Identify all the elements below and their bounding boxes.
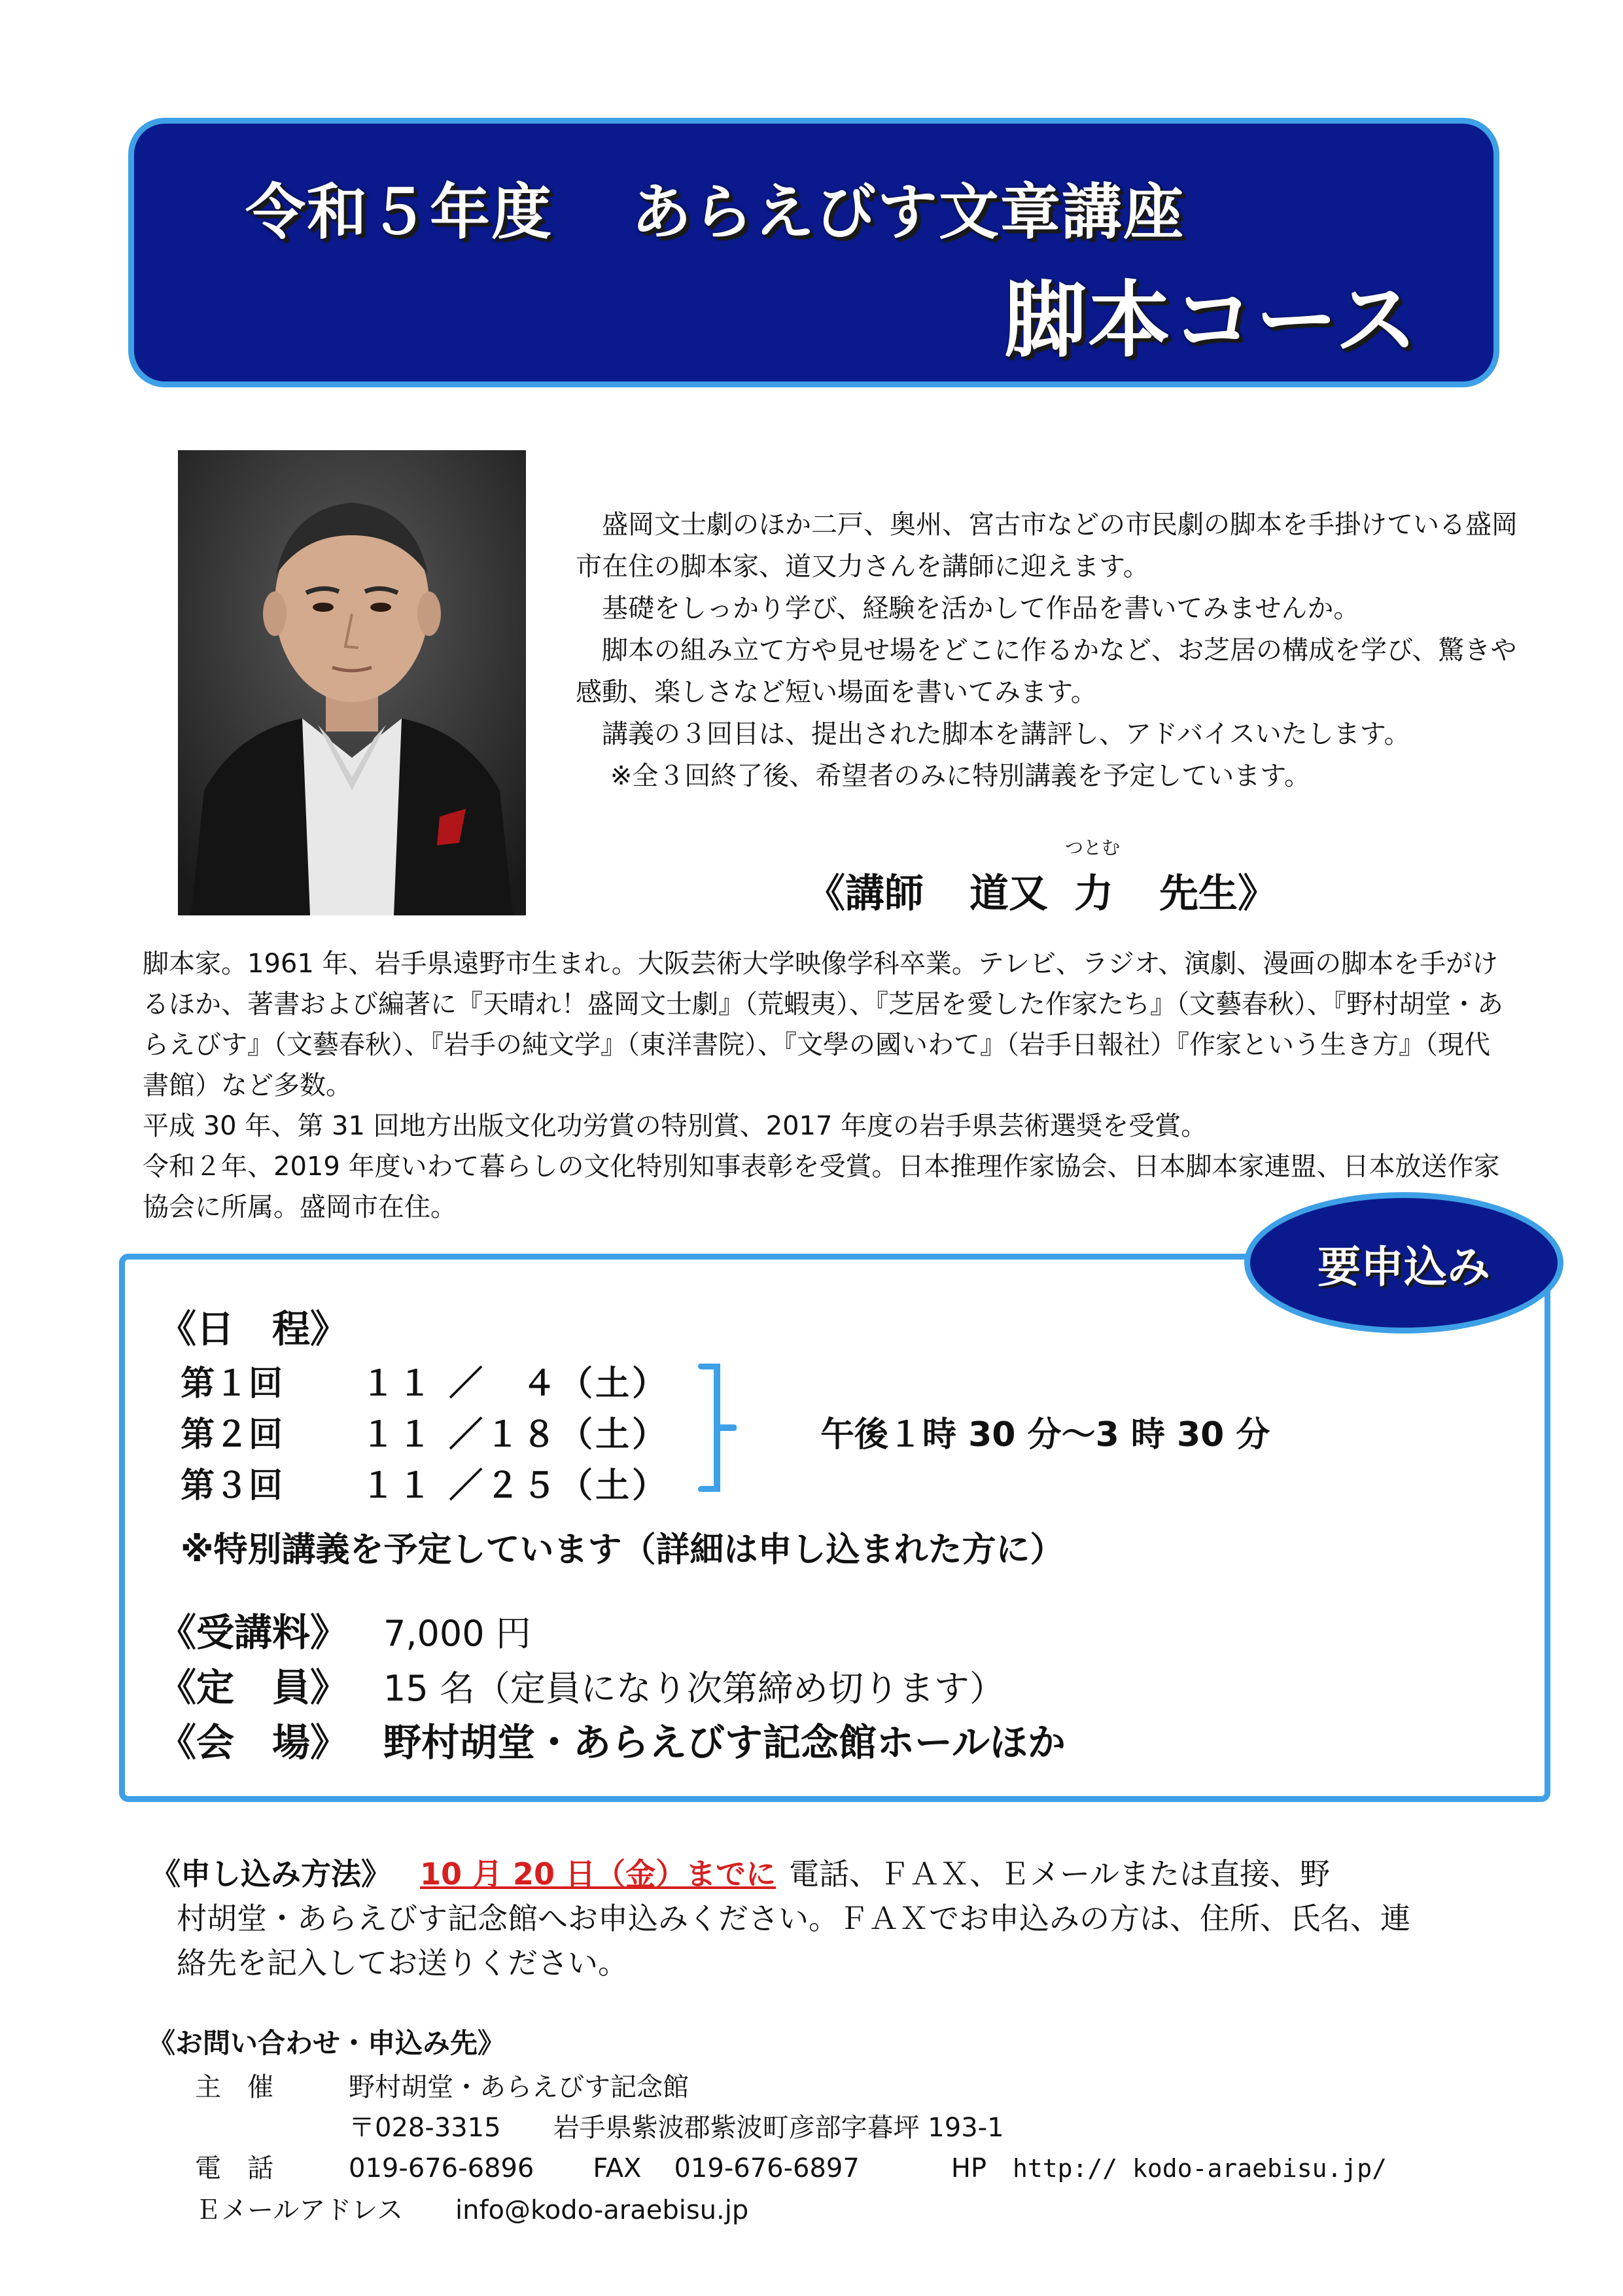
postal-code: 〒028-3315 xyxy=(349,2113,501,2143)
title-course: 脚本コース xyxy=(1004,272,1419,368)
phone-label: 電 話 xyxy=(195,2153,273,2183)
lecturer-surname: 道又 xyxy=(969,871,1048,917)
email-label: Ｅメールアドレス xyxy=(195,2195,403,2225)
method-text-3: 絡先を記入してお送りください。 xyxy=(177,1945,628,1981)
lecturer-photo xyxy=(178,450,526,915)
session-label: 第３回 xyxy=(181,1466,283,1506)
course-description xyxy=(576,504,1518,797)
contact-phone-row xyxy=(195,2147,1387,2185)
venue-label: 《会 場》 xyxy=(158,1720,349,1765)
fee-row xyxy=(158,1602,531,1657)
email-link[interactable]: info@kodo-araebisu.jp xyxy=(455,2195,749,2225)
bio-paragraph-3: 令和２年、2019 年度いわて暮らしの文化特別知事表彰を受賞。日本推理作家協会、日本脚本家連盟、日本放送作家協会に所属。盛岡市在住。 xyxy=(143,1152,1500,1222)
special-lecture-note: ※特別講義を予定しています（詳細は申し込まれた方に） xyxy=(181,1530,1064,1570)
session-label: 第２回 xyxy=(181,1415,283,1455)
bio-paragraph-2: 平成 30 年、第 31 回地方出版文化功労賞の特別賞、2017 年度の岩手県芸術選奨を受賞。 xyxy=(143,1111,1208,1141)
session-row xyxy=(181,1458,669,1507)
title-banner xyxy=(128,118,1499,387)
session-row xyxy=(181,1407,669,1456)
fax-label: FAX xyxy=(593,2153,642,2183)
schedule-heading: 《日 程》 xyxy=(158,1307,349,1351)
session-date: １１ ／ ４（土） xyxy=(361,1364,669,1404)
session-date: １１ ／１８（土） xyxy=(361,1415,669,1455)
hp-label: HP xyxy=(951,2153,987,2183)
capacity-label: 《定 員》 xyxy=(158,1665,349,1710)
session-date: １１ ／２５（土） xyxy=(361,1466,669,1506)
intro-paragraph-1: 盛岡文士劇のほか二戸、奥州、宮古市などの市民劇の脚本を手掛けている盛岡市在住の脚本家、道又力さんを講師に迎えます。 xyxy=(576,510,1518,582)
lecturer-given-name: 力 xyxy=(1074,871,1113,917)
lecturer-bio xyxy=(143,944,1510,1227)
intro-paragraph-2: 基礎をしっかり学び、経験を活かして作品を書いてみませんか。 xyxy=(602,593,1360,624)
title-line-1 xyxy=(245,164,1185,251)
application-required-badge xyxy=(1244,1192,1563,1333)
lecturer-heading xyxy=(806,837,1277,919)
session-time: 午後１時 30 分～3 時 30 分 xyxy=(820,1415,1270,1455)
session-row xyxy=(181,1356,669,1405)
phone-value: 019-676-6896 xyxy=(349,2153,534,2183)
host-value: 野村胡堂・あらえびす記念館 xyxy=(349,2072,689,2102)
lecturer-open: 《講師 xyxy=(806,871,924,917)
lecturer-close: 先生》 xyxy=(1159,871,1277,917)
intro-paragraph-4: 講義の３回目は、提出された脚本を講評し、アドバイスいたします。 xyxy=(602,719,1410,749)
contact-host-row xyxy=(195,2066,689,2104)
contact-email-row xyxy=(195,2189,748,2227)
title-main: あらえびす文章講座 xyxy=(631,177,1185,247)
host-label: 主 催 xyxy=(195,2072,273,2102)
intro-paragraph-5: ※全３回終了後、希望者のみに特別講義を予定しています。 xyxy=(610,761,1311,791)
contact-heading: 《お問い合わせ・申込み先》 xyxy=(148,2027,506,2059)
method-text-1: 電話、ＦＡＸ、Ｅメールまたは直接、野 xyxy=(789,1856,1331,1892)
bio-paragraph-1: 脚本家。1961 年、岩手県遠野市生まれ。大阪芸術大学映像学科卒業。テレビ、ラジオ、演劇、漫画の脚本を手がけるほか、著書および編著に『天晴れ！盛岡文士劇』（荒蝦夷）、『芝居を愛した作家たち』（文藝春秋）、『野村胡堂・あらえびす』（文藝春秋）、『岩手の純文学』（東洋書院）、『文學の國いわて』（岩手日報社）『作家という生き方』（現代書館）など多数。 xyxy=(143,949,1503,1101)
fee-label: 《受講料》 xyxy=(158,1610,349,1655)
lecturer-name-ruby: つとむ xyxy=(1065,837,1121,858)
fee-value: 7,000 円 xyxy=(383,1613,531,1654)
capacity-row xyxy=(158,1657,1005,1712)
application-deadline: 10 月 20 日（金）までに xyxy=(420,1856,777,1892)
method-text-2: 村胡堂・あらえびす記念館へお申込みください。ＦＡＸでお申込みの方は、住所、氏名、連 xyxy=(177,1901,1410,1936)
intro-paragraph-3: 脚本の組み立て方や見せ場をどこに作るかなど、お芝居の構成を学び、驚きや感動、楽しさなど短い場面を書いてみます。 xyxy=(576,635,1517,707)
venue-row xyxy=(158,1712,1066,1767)
fax-value: 019-676-6897 xyxy=(674,2153,860,2183)
address: 岩手県紫波郡紫波町彦部字暮坪 193-1 xyxy=(553,2113,1004,2143)
method-label: 《申し込み方法》 xyxy=(150,1856,391,1892)
capacity-value: 15 名（定員になり次第締め切ります） xyxy=(383,1668,1005,1709)
badge-label: 要申込み xyxy=(1318,1241,1490,1292)
homepage-link[interactable]: http:// kodo-araebisu.jp/ xyxy=(1013,2154,1387,2183)
contact-address-row xyxy=(195,2107,1004,2144)
venue-value: 野村胡堂・あらえびす記念館ホールほか xyxy=(383,1720,1066,1765)
lecturer-portrait-image xyxy=(178,450,526,915)
bracket-icon xyxy=(697,1364,737,1492)
application-method xyxy=(150,1852,1518,1985)
session-label: 第１回 xyxy=(181,1364,283,1404)
title-year: 令和５年度 xyxy=(245,177,553,247)
